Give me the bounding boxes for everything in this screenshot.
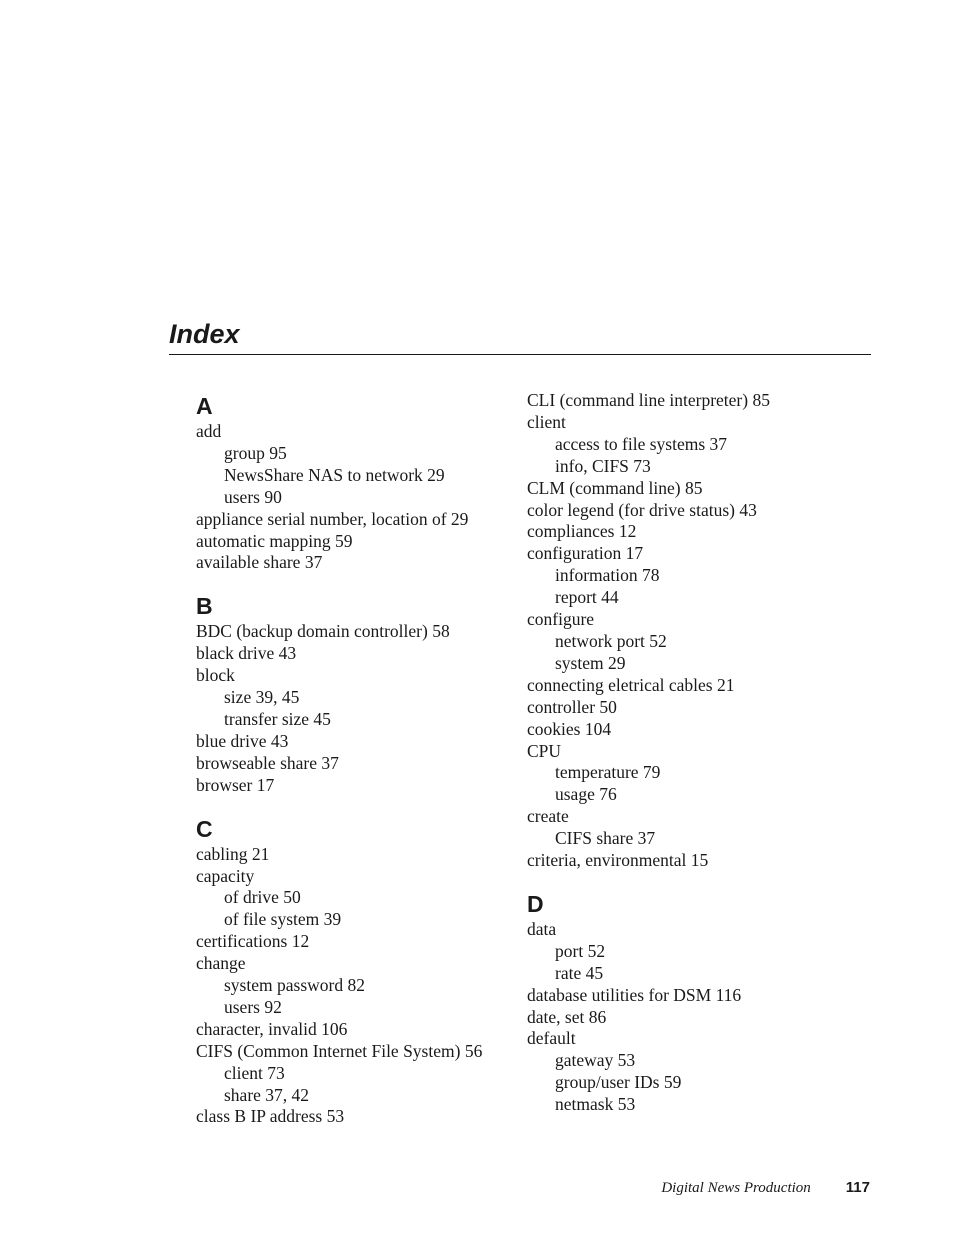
index-subentry: temperature 79 xyxy=(555,762,661,783)
index-entry: controller 50 xyxy=(527,696,617,717)
index-section xyxy=(196,391,516,574)
index-entry: block xyxy=(196,665,235,686)
index-subentry: access to file systems 37 xyxy=(555,433,728,454)
index-subentry: client 73 xyxy=(224,1062,285,1083)
index-entry: default xyxy=(527,1028,576,1049)
section-letter-heading: B xyxy=(196,593,213,620)
index-entry: automatic mapping 59 xyxy=(196,530,353,551)
index-entry: capacity xyxy=(196,865,255,886)
index-subentry: info, CIFS 73 xyxy=(555,455,651,476)
index-entry: CLM (command line) 85 xyxy=(527,477,703,498)
index-subentry: information 78 xyxy=(555,565,660,586)
index-subentry: transfer size 45 xyxy=(224,708,331,729)
index-entry: date, set 86 xyxy=(527,1006,607,1027)
index-entry: cookies 104 xyxy=(527,718,612,739)
index-subentry: rate 45 xyxy=(555,962,604,983)
index-subentry: CIFS share 37 xyxy=(555,828,656,849)
index-subentry: system password 82 xyxy=(224,975,365,996)
index-entry: BDC (backup domain controller) 58 xyxy=(196,621,450,642)
index-section xyxy=(196,591,516,796)
index-entry: browseable share 37 xyxy=(196,752,339,773)
index-subentry: report 44 xyxy=(555,587,619,608)
page-title: Index xyxy=(169,319,240,349)
index-subentry: network port 52 xyxy=(555,630,667,651)
page-footer xyxy=(661,1178,870,1198)
index-entry: available share 37 xyxy=(196,552,323,573)
index-subentry: system 29 xyxy=(555,652,626,673)
index-entry: change xyxy=(196,953,246,974)
index-entry: CIFS (Common Internet File System) 56 xyxy=(196,1040,483,1061)
index-entry: browser 17 xyxy=(196,774,275,795)
index-entry: black drive 43 xyxy=(196,643,297,664)
index-entry: CLI (command line interpreter) 85 xyxy=(527,390,770,410)
index-entry: blue drive 43 xyxy=(196,730,289,751)
index-entry: connecting eletrical cables 21 xyxy=(527,674,735,695)
index-entry: configuration 17 xyxy=(527,543,644,564)
index-subentry: gateway 53 xyxy=(555,1050,636,1071)
index-entry: database utilities for DSM 116 xyxy=(527,984,742,1005)
index-entry: character, invalid 106 xyxy=(196,1018,348,1039)
index-entry: create xyxy=(527,806,569,827)
index-subentry: users 90 xyxy=(224,486,282,507)
index-subentry: NewsShare NAS to network 29 xyxy=(224,464,445,485)
index-subentry: group 95 xyxy=(224,442,287,463)
index-entry: class B IP address 53 xyxy=(196,1106,345,1127)
index-entry: certifications 12 xyxy=(196,931,310,952)
index-subentry: port 52 xyxy=(555,940,606,961)
index-entry: cabling 21 xyxy=(196,843,270,864)
index-entry: data xyxy=(527,918,557,939)
index-subentry: of file system 39 xyxy=(224,909,342,930)
index-entry: compliances 12 xyxy=(527,521,637,542)
index-entry: configure xyxy=(527,609,595,630)
index-section xyxy=(527,889,847,1116)
section-letter-heading: D xyxy=(527,890,544,917)
index-entry: CPU xyxy=(527,740,562,761)
index-column-1 xyxy=(196,391,516,1145)
index-subentry: netmask 53 xyxy=(555,1094,636,1115)
section-letter-heading: C xyxy=(196,815,213,842)
index-entry: add xyxy=(196,421,222,441)
index-subentry: usage 76 xyxy=(555,784,617,805)
index-subentry: group/user IDs 59 xyxy=(555,1072,682,1093)
index-subentry: users 92 xyxy=(224,996,282,1017)
index-section xyxy=(527,390,847,872)
page-number: 117 xyxy=(845,1179,870,1196)
index-entry: color legend (for drive status) 43 xyxy=(527,499,757,520)
index-entry: client xyxy=(527,411,566,432)
index-entry: appliance serial number, location of 29 xyxy=(196,508,469,529)
index-section xyxy=(196,814,516,1129)
section-letter-heading: A xyxy=(196,393,213,419)
title-divider xyxy=(169,354,871,355)
index-subentry: of drive 50 xyxy=(224,887,301,908)
index-subentry: size 39, 45 xyxy=(224,687,300,708)
index-entry: criteria, environmental 15 xyxy=(527,850,709,871)
index-column-2 xyxy=(527,391,847,1133)
index-subentry: share 37, 42 xyxy=(224,1084,310,1105)
footer-publication-title: Digital News Production xyxy=(661,1180,811,1196)
